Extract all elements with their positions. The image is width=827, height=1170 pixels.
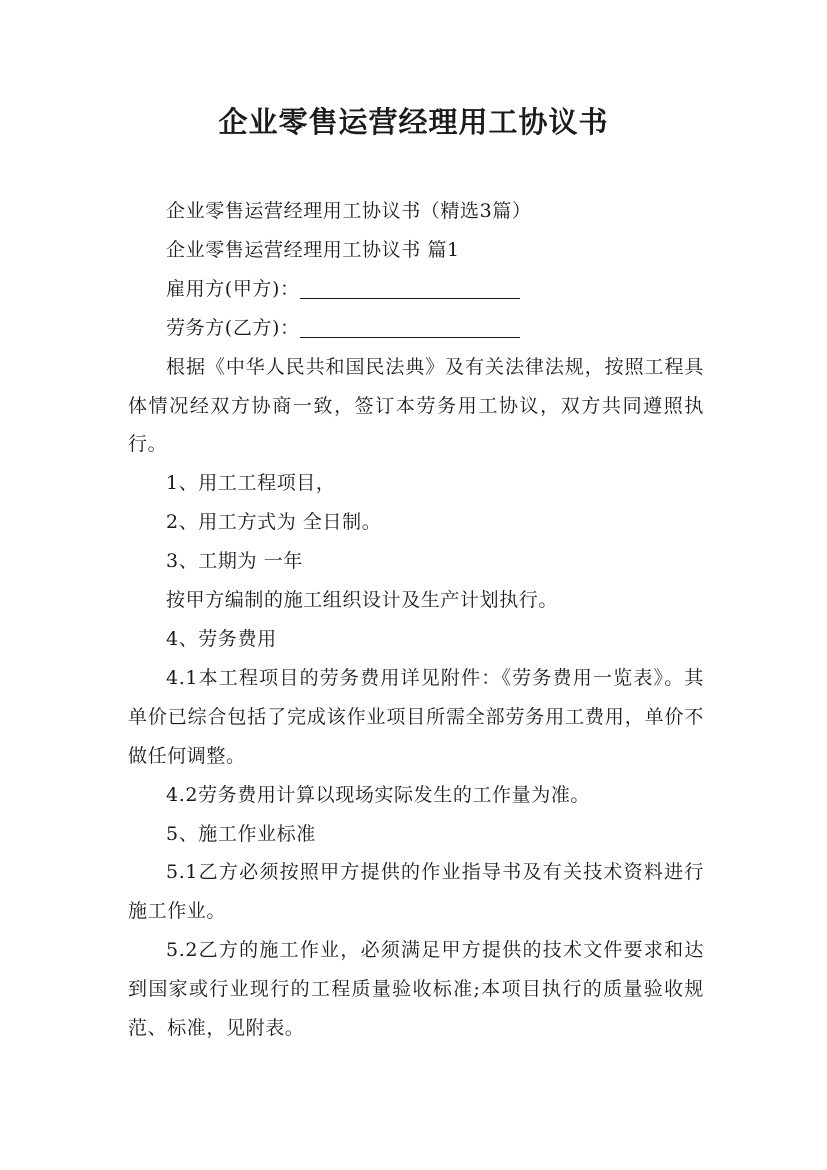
employer-blank — [300, 276, 520, 299]
paragraph-item1: 1、用工工程项目， — [166, 472, 336, 495]
paragraph-item4-1: 4.1本工程项目的劳务费用详见附件：《劳务费用一览表》。其单价已综合包括了完成该作业项目所需全部劳务用工费用，单价不做任何调整。 — [128, 666, 704, 767]
paragraph-schedule: 按甲方编制的施工组织设计及生产计划执行。 — [166, 589, 559, 612]
paragraph-item3: 3、工期为 一年 — [166, 550, 303, 573]
paragraph-item5-1: 5.1乙方必须按照甲方提供的作业指导书及有关技术资料进行施工作业。 — [128, 861, 704, 923]
document-body — [128, 192, 704, 1048]
worker-label: 劳务方(乙方)： — [166, 316, 300, 339]
paragraph-item4: 4、劳务费用 — [166, 627, 277, 650]
worker-blank — [300, 315, 520, 338]
subtitle: 企业零售运营经理用工协议书（精选3篇） — [166, 200, 532, 222]
employer-line — [128, 270, 704, 309]
section-heading: 企业零售运营经理用工协议书 篇1 — [166, 238, 460, 261]
paragraph-item2: 2、用工方式为 全日制。 — [166, 511, 382, 534]
document-title: 企业零售运营经理用工协议书 — [218, 105, 609, 139]
paragraph-item4-2: 4.2劳务费用计算以现场实际发生的工作量为准。 — [166, 783, 591, 806]
paragraph-item5-2: 5.2乙方的施工作业，必须满足甲方提供的技术文件要求和达到国家或行业现行的工程质量验收标准;本项目执行的质量验收规范、标准，见附表。 — [128, 939, 704, 1040]
paragraph-item5: 5、施工作业标准 — [166, 822, 316, 845]
employer-label: 雇用方(甲方)： — [166, 277, 300, 300]
paragraph-intro: 根据《中华人民共和国民法典》及有关法律法规，按照工程具体情况经双方协商一致，签订本劳务用工协议，双方共同遵照执行。 — [128, 355, 704, 456]
worker-line — [128, 309, 704, 348]
